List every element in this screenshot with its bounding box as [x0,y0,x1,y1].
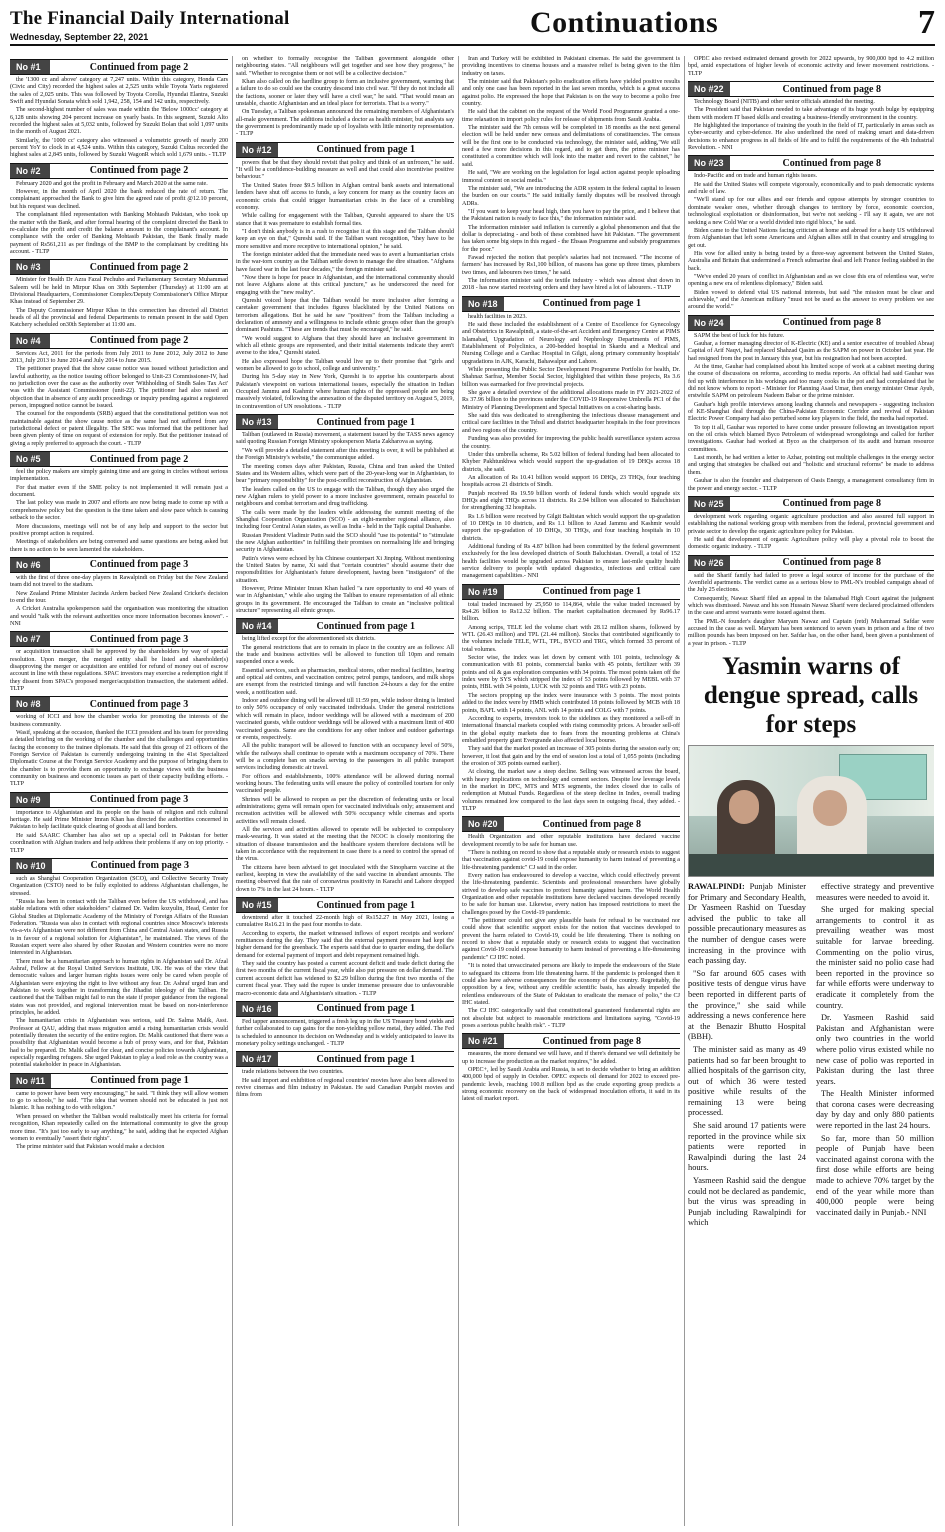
article-paragraph: On Tuesday, a Taliban spokesman announced the remaining members of Afghanistan's all-male government. The additions included a doctor as health minister, but analysts say the government is predominantly made up of loyalists with little minority representation. - TLTP [236,109,454,138]
article-paragraph: The President said that Pakistan needed to take advantage of its huge youth bulge by equipping them with modern IT based skills and creating a business-friendly environment in the country. [688,107,934,121]
article-paragraph: Wasif, speaking at the occasion, thanked the ICCI president and his team for providing a detailed briefing on the working of the chamber and the challenges and opportunities facing the economy to the trainee diplomats. He said that this group of 21 officers of the Foreign Service of Pakistan is currently undergoing training in the 41st Specialized Diplomatic Course at the Foreign Service Academy and the purpose of bringing them to the chamber is to provide them an opportunity to exchange views with the business community on business and economic issues as part of their capacity building efforts. - TLTP [10,730,228,788]
continuation-tag [236,142,454,158]
article-number: No #14 [236,619,278,633]
continued-from-label: Continued from page 3 [89,633,189,645]
continued-from-label: Continued from page 2 [89,335,189,347]
continuation-tag [688,81,934,97]
feature-body [688,882,934,1231]
article-paragraph: He said the United States will compete vigorously, economically and to push democratic systems and rule of law. [688,181,934,196]
column-rule [232,56,233,1526]
article-paragraph: Khan also called on the hardline group to form an inclusive government, warning that a failure to do so could see the country descend into civil war. "If they do not include all the factions, sooner or later they will have a civil war," he said. "That would mean an unstable, chaotic Afghanistan and an ideal place for terrorists. That is a worry." [236,79,454,108]
article-paragraph: The complainant filed representation with Banking Mohtasib Pakistan, who took up the matter with the Bank, and after formal hearing of the complaint directed the Bank to re-calculate the profit and credit the balance amount to the complainant's account. In compliance with the order of Banking Mohtasib Pakistan, the Bank finally made payment of Rs561,211 as per findings of the BMP to the complainant by crediting his account. - TLTP [10,212,228,255]
article-paragraph: The counsel for the respondents (SRB) argued that the constitutional petition was not maintainable against the show cause notice as the same had not suffered from any jurisdictional defect or patent illegality. The SHC was informed that the petitioner had been given plenty of time on request of extension for reply. But the petitioner instead of giving a reply preferred to approach the court. - TLTP [10,411,228,447]
article-number: No #19 [462,585,504,599]
article-paragraph: There must be a humanitarian approach to human rights in Afghanistan said Dr. Afzal Ashraf, Fellow at the Royal United Services Institute, UK. He was of the view that democratic values and larger human rights issues were only be cared when people of Afghanistan were enjoying the right to live without any fear. Dr. Ashraf urged Iran and Pakistan to work together in transforming the Jihadist ideology of the Taliban. He cautioned that the Taliban might fail to run the state if proper guidance from the regional states was not provided, and regional intervention must be based on non-interference principles, he added. [10,958,228,1017]
continued-article [10,163,228,256]
article-paragraph: Minister for Health Dr Azra Fazal Pechuho and Parliamentary Secretary Muhammad Saleem will be held in Mirpur Khas on 30th September (Thursday) at 11:00 am at Divisional Headquarters, Commissioner Complex/Deputy Commissioner's Office Mirpur Khas instead of September 29. [10,277,228,306]
continued-article [462,1033,680,1103]
article-paragraph: said the Sharif family had failed to prove a legal source of income for the purchase of the Avenfield apartments. The verdict came as a serious blow to PML-N's troubled campaign ahead of the July 25 elections. [688,572,934,594]
article-paragraph: The citizens have been advised to get inoculated with the Sinopharm vaccine at the earliest, keeping in view the availability of the said vaccine in abundant amounts. The meeting observed that the rate of coronavirus positivity in Karachi and Lahore dropped down to 7% in the last 24 hours. - TLTP [236,864,454,893]
article-paragraph: importance to Afghanistan and its people on the basis of religion and rich cultural heritage. He said Prime Minister Imran Khan has directed the authorities concerned in Pakistan to help facilitate quick clearing of goods at all land borders. [10,809,228,831]
article-paragraph: working of ICCI and how the chamber works for promoting the interests of the business community. [10,714,228,728]
article-paragraph: Biden vowed to defend vital US national interests, but said "the mission must be clear and achievable," and the American military "must not be used as the answer to every problem we see around the world." [688,289,934,311]
continuation-tag [10,557,228,573]
column-rule [684,56,685,1526]
article-paragraph: The minister said, "We are introducing the ADR system in the federal capital to lessen the burden on our courts." He said initially family disputes will be resolved through ADRs. [462,185,680,207]
continued-from-label: Continued from page 8 [782,83,881,95]
article-paragraph: powers that be that they should revisit that policy and think of an unfrozen," he said. "It will be a confidence-building measure as well and that could also incentivise positive behaviour." [236,159,454,181]
article-paragraph: "We've ended 20 years of conflict in Afghanistan and as we close this era of relentless war, we're opening a new era of relentless diplomacy," Biden said. [688,273,934,288]
continued-article [688,81,934,152]
article-paragraph: Consequently, Nawaz Sharif filed an appeal in the Islamabad High Court against the judgment which was dismissed. Nawaz and his son Hussain Nawaz Sharif were declared proclaimed offenders in the case and arrest warrants were issued against them. [688,595,934,617]
feature-paragraph: "So far around 605 cases with positive tests of dengue virus have been reported in different parts of the province," she said while addressing a news conference here at the Benazir Bhutto Hospital (BBH). [688,968,806,1042]
column-4-articles [688,56,934,648]
article-paragraph: Biden came to the United Nations facing criticism at home and abroad for a hasty US withdrawal from Afghanistan that left some Americans and Afghan allies still in that country and struggling to get out. [688,227,934,249]
article-paragraph: All the public transport will be allowed to function with an occupancy level of 50%, while the railways shall continue to operate with a maximum occupancy of 70%. There will be a complete ban on snacks serving to the passengers in all public transport services including domestic air travel. [236,743,454,772]
article-number: No #25 [688,497,730,511]
photo-face-right [813,790,847,826]
article-paragraph: New Zealand Prime Minister Jacinda Ardern backed New Zealand Cricket's decision to end the tour. [10,590,228,604]
article-paragraph: He said that development of organic Agriculture policy will play a pivotal role to boost the domestic organic industry. - TLTP [688,536,934,551]
continued-from-label: Continued from page 1 [542,586,641,598]
article-paragraph: Similarly, the '1000 cc' category also witnessed a volumetric growth of nearly 200 percent YoY to clock in at 4,524 units. Within this category, Suzuki Cultus recorded the highest sales at 2,845 units, followed by Suzuki WagonR which sold 1,679 units. - TLTP [10,137,228,159]
article-paragraph: The United States froze $9.5 billion in Afghan central bank assets and international lenders have shut off access to funds, a key concern for many as the country faces an economic crisis that could trigger humanitarian crisis in the face of a crumbling economy. [236,182,454,211]
continued-article [236,1051,454,1099]
article-paragraph: trade relations between the two countries. [242,1069,344,1076]
article-paragraph: He said, "We are working on the legislation for legal action against people uploading immoral content on social media." [462,170,680,184]
article-paragraph: Under this umbrella scheme, Rs 5.02 billion of federal funding had been allocated to Khyber Pakhtunkhwa which would support the up-gradation of 19 DHQs across 18 districts, she said. [462,451,680,473]
article-paragraph: Gauhar is also the founder and chairperson of Oasis Energy, a management consultancy firm in the power and energy sector. - TLTP [688,478,934,492]
continuation-tag [10,163,228,179]
continuation-tag [462,296,680,312]
masthead [10,4,935,46]
article-paragraph: During his 5-day stay in New York, Qureshi is to apprise his counterparts about Pakistan's viewpoint on various international issues, especially the situation in Indian Occupied Jammu and Kashmir where human rights of the oppressed people are being massively violated, following the annexation of the disputed territory on August 5, 2019, in contravention of UN resolutions. - TLTP [236,374,454,410]
article-paragraph: Services Act, 2011 for the periods from July 2011 to June 2012, July 2012 to June 2013, July 2013 to June 2014 and July 2014 to June 2015. [10,350,228,364]
article-paragraph: The minister said the 7th census will be completed in 18 months as the next general election will be held under new census and delimitations of constituencies. The census will be the first one to be conducted via technology, the minister said, adding,"We still need a few more decisions in this regard, and to get them, the prime minister has constituted a committee which will look into the matter and revert to the cabinet," he said. [462,125,680,168]
continuation-tag [10,631,228,647]
news-conference-photo [688,745,934,877]
feature-column-left [688,882,806,1231]
article-paragraph: The last policy was made in 2007 and efforts are now being made to come up with a comprehensive policy but the question is the time taken and slow pace which is causing setback to the sector. [10,500,228,522]
article-paragraph: Technology Board (NITB) and other senior officials attended the meeting. [694,99,875,106]
feature-paragraph: effective strategy and preventive measures were needed to avoid it. [816,882,934,902]
column-1 [10,56,228,1526]
continued-article [10,696,228,788]
continuation-tag [10,792,228,808]
article-paragraph: The prime minister said that Pakistan would make a decision [16,1144,165,1151]
article-number: No #26 [688,556,730,570]
column-rule [458,56,459,1526]
column-4 [688,56,934,1526]
article-paragraph: Fed tapper announcement, triggered a fresh leg up in the US Treasury bond yields and further collaborated to cap gains for the non-yielding yellow metal, they added. The Fed is scheduled to announce its decision on Wednesday and is widely anticipated to leave its monetary policy settings unchanged. - TLTP [236,1018,454,1047]
continuation-tag [688,555,934,571]
continued-from-label: Continued from page 2 [89,453,189,465]
article-paragraph: Last month, he had written a letter to Azhar, pointing out multiple challenges in the energy sector and urging that strategies be chalked out and "holistic and structural reforms" be made to address them. [688,455,934,476]
continuation-tag [462,816,680,832]
article-number: No #2 [10,164,50,178]
continuation-tag [236,1051,454,1067]
article-number: No #20 [462,817,504,831]
continued-article [236,897,454,998]
article-paragraph: Every nation has endeavoured to develop a vaccine, which could effectively prevent the life-threatening pandemic. Scientists and professional researchers have globally strived to develop safe vaccines to protect humanity against harm. The World Health Organization and other reputable institutions have declared vaccines developed recently to be safe for human use. Likewise, every nation has imposed restrictions to meet the challenges posed by the Covid-19 pandemic. [462,873,680,916]
feature-paragraph: The minister said as many as 49 patients had so far been brought to allied hospitals of the garrison city, out of which 36 were tested positive while results of the remaining 13 were being processed. [688,1044,806,1118]
article-paragraph: He said import and exhibition of regional countries' movies have also been allowed to revive cinemas and film industry in Pakistan. He said Canadian Punjabi movies and films from [236,1077,454,1099]
article-paragraph: He said that the cabinet on the request of the World Food Programme granted a one-time relaxation in import policy rules for release of shipments from Saudi Arabia. [462,109,680,123]
article-paragraph: SAPM the best of luck for his future. [694,332,785,339]
article-paragraph: such as Shanghai Cooperation Organization (SCO), and Collective Security Treaty Organization (CSTO) need to be fully exploited to address Afghanistan challenges, he stressed. [10,875,228,897]
continued-article [10,1073,228,1152]
continued-article [236,618,454,894]
article-paragraph: Health Organization and other reputable institutions have declared vaccine development recently to be safe for human use. [462,834,680,848]
continued-article [236,1001,454,1048]
continuation-tag [236,1001,454,1017]
article-paragraph: The meeting comes days after Pakistan, Russia, China and Iran asked the United States and its Western allies, which were part of the 20-year-long war in Afghanistan, to bear "primary responsibility" for the post-conflict reconstruction of Afghanistan. [236,463,454,485]
continued-article [10,259,228,329]
continued-from-label: Continued from page 2 [89,61,189,73]
continued-article [688,155,934,311]
dateline: RAWALPINDI: [688,882,745,891]
feature-paragraph: Yasmeen Rashid said the dengue could not be declared as pandemic, but the virus was spreading in Punjab including Rawalpindi for which [688,1176,806,1228]
feature-story [688,652,934,1231]
article-paragraph: Gauhar's high profile interviews among leading channels and newspapers - suggesting inclusion of KE-Shanghai deal through the China-Pakistan Economic Corridor and revival of Pakistan Electric Power Company had also perturbed some key players in the field, the media had reported. [688,401,934,423]
article-paragraph: According to experts, investors took to the sidelines as they monitored a sell-off in international financial markets coupled with rising commodity prices. A broader sell-off in the global equity markets due to fears from the mounting problems at China's embattled property giant Evergrande also affected local bourse. [462,715,680,744]
article-paragraph: At closing, the market saw a steep decline. Selling was witnessed across the board, with heavy implications on technology and cement sectors. Despite low leverage levels in the market in DFC, MTS and MTS segments, the index closed due to calls of redemption at Mutual Funds. Regardless of the steep decline in Index, overall trading volumes remained low compared to the last days seen in outgoing fiscal, they added. - TLTP [462,769,680,812]
article-number: No #12 [236,143,278,157]
column-3 [462,56,680,1526]
article-paragraph: He said these included the establishment of a Centre of Excellence for Gynecology and Obstetrics in Rawalpindi, a state-of-the-art Accident and Emergency Centre at PIMS Islamabad, Upgradation of Neurology and Nephrology Departments of PIMS, Establishment of Polyclinics, a 200-bedded hospital in Skardu and a Medical and Nursing College and a Cardiac Hospital in Gilgit, along primary community hospitals' upgradations in AJK, Karachi, Bahawalpur and Lahore. [462,322,680,365]
article-number: No #7 [10,632,50,646]
article-paragraph: The second-highest number of sales was made within the 'Below 1000cc' category at 6,128 units showing 204 percent increase on yearly basis. In this segment, Suzuki Alto recorded the highest sales at 5,032 units, followed by Suzuki Bolan that sold 1,097 units in the month of August 2021. [10,107,228,136]
article-paragraph: the '1300 cc and above' category at 7,247 units. Within this category, Honda Cars (Civic and City) recorded the highest sales at 2,525 units while Toyota Yaris registered the sales of 2,025 units. This was followed by Toyota Corolla, Hyundai Elantra, Suzuki Swift and Hyundai Sonata which sold 1,942, 258, 154 and 142 units, respectively. [10,77,228,106]
article-paragraph: According to experts, the market witnessed inflows of export receipts and workers' remittances during the day. They said that the external payment pressure had kept the higher demand for the greenback. The experts said that due to quarter ending, the dollar's demand for external payment of import and debt repayment remained high. [236,930,454,959]
continuation-tag [462,584,680,600]
continued-from-label: Continued from page 3 [89,559,189,571]
continued-article [10,858,228,1070]
article-paragraph: He said SAARC Chamber has also set up a special cell in Pakistan for better coordination with Afghan traders and help address their problems if any on top priority. - TLTP [10,832,228,854]
article-paragraph: development work regarding organic agriculture production and also assured full support in establishing the national working group with members from the federal, provincial government and private sector to develop the organic agriculture policy for Pakistan. [688,513,934,535]
article-paragraph: They said that the market posted an increase of 305 points during the session early on; however, it lost that gain and by the end of session lost a total of 1,055 points (including the erosion of 305 points earned earlier). [462,746,680,767]
article-number: No #11 [10,1074,51,1088]
continued-from-label: Continued from page 8 [782,157,881,169]
continued-article [462,584,680,814]
continued-from-label: Continued from page 2 [89,165,189,177]
continued-article [236,414,454,615]
article-paragraph: "We will provide a detailed statement after this meeting is over, it will be published at the Foreign Ministry's website," the communique added. [236,447,454,462]
article-paragraph: The foreign minister added that the immediate need was to avert a humanitarian crisis in the war-torn country as the Taliban settle down to manage the dire situation. "Afghans have faced war in the last four decades," the foreign minister said. [236,251,454,273]
article-paragraph: While calling for engagement with the Taliban, Qureshi appeared to share the US stance that it was premature to establish formal ties. [236,213,454,227]
continuation-tag [10,59,228,75]
article-paragraph: The leaders called on the US to engage with the Taliban, though they also urged the new Afghan rulers to yield power to a more inclusive government, remain peaceful to neighbours and combat terrorism and drug trafficking. [236,486,454,508]
article-paragraph: or acquisition transaction shall be approved by the shareholders by way of special resolution. Upon merger, the merged entity shall be listed and shareholder(s) disapproving the merger or acquisition are entitled for refund of money out of escrow account in line with these regulations. SPAC investors may exercise a redemption right if they dissent from SPAC's proposed merger/acquisition transaction, the statement added. TLTP [10,649,228,692]
article-paragraph: For that matter even if the SME policy is not implemented it will remain just a document. [10,484,228,499]
issue-date: Wednesday, September 22, 2021 [10,32,149,42]
continuation-tag [236,897,454,913]
continued-from-label: Continued from page 1 [316,416,415,428]
article-paragraph: Qureshi voiced hope that the Taliban would be more inclusive after forming a caretaker government that includes figures blacklisted by the United Nations on terrorism allegations. But he said he saw "positives" from the Taliban including a declaration of amnesty and a willingness to include ethnic groups other than the group's dominant Pashtuns. "These are trends that must be encouraged," he said. [236,297,454,334]
article-number: No #15 [236,898,278,912]
continuation-tag [688,155,934,171]
article-paragraph: They said the country has posted a current account deficit and trade deficit during the first two months of the current fiscal year, while also put pressure on dollar demand. The current account deficit has widened to $2.29 billion during the first two months of the current fiscal year. They said the rupee is under immense pressure due to unfavourable macro-economic data and Afghanistan's situation. - TLTP [236,961,454,997]
continued-from-label: Continued from page 3 [89,794,189,806]
article-paragraph: Iran and Turkey will be exhibited in Pakistani cinemas. He said the government is providing incentives to cinema houses and a massive relief is being given to the film industry on taxes. [462,56,680,77]
article-paragraph: However, Prime Minister Imran Khan hailed "a rare opportunity to end 40 years of war in Afghanistan," while also urging the Taliban to ensure representation of all ethnic groups in its government. He encouraged the Taliban to create an "inclusive political structure" representing all ethnic groups. [236,586,454,615]
article-number: No #23 [688,156,730,170]
article-paragraph: The sectors propping up the index were insurance with 3 points. The most points added to the index were by HMB which contributed 18 points followed by MCB with 18 points, BAFL with 14 points, ANL with 14 points and COLG with 7 points. [462,692,680,714]
article-paragraph: The PML-N founder's daughter Maryam Nawaz and Captain (retd) Muhammad Safdar were accused in the case as well. Maryam has been sentenced to seven years in prison and a fine of two million pounds has been imposed on her. Safdar has, on the other hand, been given a punishment of a year in prison. - TLTP [688,618,934,647]
article-paragraph: "We would suggest to Afghans that they should have an inclusive government in which all ethnic groups are represented, and their initial statements indicate they aren't averse to the idea," Qureshi stated. [236,335,454,357]
article-paragraph: OPEC also revised estimated demand growth for 2022 upwards, by 900,000 bpd to 4.2 million bpd, amid expectations of higher levels of economic activity and fewer movement restrictions. - TLTP [688,56,934,77]
article-paragraph: "Now there is hope for peace in Afghanistan, and the international community should not leave Afghans alone at this critical juncture," as he underscored the need for engaging with the "new reality". [236,274,454,296]
article-number: No #22 [688,82,730,96]
continued-article [688,315,934,493]
article-paragraph: Among scrips, TELE led the volume chart with 28.12 million shares, followed by WTL (26.43 million) and TPL (21.44 million). Stocks that contributed significantly to the volumes include TELE, WTL, TPL, BYCO and TRG, which formed 33 percent of total volumes. [462,624,680,653]
continued-article [236,142,454,411]
article-paragraph: came to power have been very encouraging," he said. "I think they will allow women to go to schools," he said. "The idea that women should not be educated is just not Islamic. It has nothing to do with religion." [10,1090,228,1112]
continued-article [462,56,680,293]
article-number: No #16 [236,1002,278,1016]
feature-paragraph: She said around 17 patients were reported in the province while six patients were reported in Rawalpindi during the last 24 hours. [688,1121,806,1173]
article-paragraph: "If you want to keep your head high, then you have to pay the price, and I believe that the Pakistani nation is ready to face this," the information minister said. [462,208,680,223]
continued-from-label: Continued from page 8 [782,317,881,329]
article-paragraph: February 2020 and got the profit in February and March 2020 at the same rate. [16,180,208,187]
continued-from-label: Continued from page 1 [90,1075,189,1087]
article-paragraph: Taliban (outlawed in Russia) movement, a statement issued by the TASS news agency said quoting Russian Foreign Ministry spokesperson Maria Zakharova as saying. [236,432,454,446]
feature-paragraph: So far, more than 50 million people of Punjab have been vaccinated against corona with the first dose while efforts are being made to achieve 70% target by the end of the year while more than 400,000 people were being vaccinated daily in Punjab.- NNI [816,1133,934,1217]
continuation-tag [10,451,228,467]
column-2 [236,56,454,1526]
continuation-tag [10,259,228,275]
continued-article [10,451,228,554]
feature-lead-text: Punjab Minister for Primary and Secondary Health, Dr Yasmeen Rashid on Tuesday advised the public to take all possible precautionary measures as the number of dengue cases were increasing in the province with each passing day. [688,882,806,966]
continuation-tag [236,618,454,634]
article-number: No #4 [10,334,50,348]
article-paragraph: total traded increased by 25,950 to 114,864, while the value traded increased by Rs4.26 billion to Rs12.32 billion. The market capitalisation decreased by Rs96.17 billion. [462,601,680,623]
article-paragraph: She said this was dedicated to strengthening the infectious disease management and critical care facilities in the Tehsil and district headquarter hospitals in the four provinces and two regions of the country. [462,413,680,434]
continued-article [462,296,680,581]
article-paragraph: Shrines will be allowed to reopen as per the discretion of federating units or local administrations; gyms will remain open for vaccinated individuals only; amusement and recreation activities will be allowed with 50% occupancy while cinemas and sports activities will remain closed. [236,796,454,825]
article-paragraph: An allocation of Rs 10.41 billion would support 16 DHQs, 23 THQs, four teaching hospitals across 21 districts of Sindh. [462,474,680,489]
article-paragraph: Gauhar, a former managing director of K-Electric (KE) and a senior executive of troubled Abraaj Capital of Arif Naqvi, had replaced Shahzad Qasim as the SAPM on power in October last year. He had resigned from the post in January this year, but his resignation had not been accepted. [688,340,934,362]
article-paragraph: measures, the more demand we will have, and if there's demand we will definitely be up to increase the production as the market requires," he added. [462,1051,680,1065]
continued-article [10,631,228,693]
article-paragraph: The calls were made by the leaders while addressing the summit meeting of the Shanghai Cooperation Organization (SCO) - an eight-member regional alliance, also including four Central Asian states, as well as India - held in the Tajik capital Dushanbe. [236,509,454,531]
article-paragraph: At the time, Gauhar had complained about his limited scope of work at a cabinet meeting during the course of discussions on reforms, according to media reports. An official had said Gauhar was fed up with interference in his workings and too many cooks in the pot and had complained that he did not know whom to report - Minister for Planning Asad Umar, then energy minister Omar Ayub, erstwhile SAPM on petroleum Nadeem Babar or the prime minister. [688,364,934,400]
article-paragraph: Indoor and outdoor dining will be allowed till 11:59 pm, while indoor dining is limited to only 50% occupancy of only vaccinated individuals. Under the general restrictions which will remain in place, indoor weddings will be allowed with a maximum of 200 vaccinated guests, while outdoor weddings will be allowed with a maximum limit of 400 vaccinated guests. Same are the conditions for any other indoor and outdoor gatherings or events, respectively. [236,698,454,741]
article-paragraph: "There is nothing on record to show that a reputable study or research exists to suggest that vaccination against covid-19 could expose humanity to harm instead of preventing a life-threatening pandemic" CJ said in the order. [462,850,680,871]
article-paragraph: downtrend after it touched 22-month high of Rs152.27 in May 2021, losing a cumulative Rs16.21 in the past four months to date. [236,915,454,929]
article-paragraph: "The petitioner could not give any plausible basis for refusal to be vaccinated nor could show that scientific support exists for the notion that vaccines developed to prevent the harm related to Covid-19, could be life threatening. There is nothing on record to show that a reputable study or research exists to suggest that vaccination against Covid-19 could expose humanity to harm instead of preventing a life-threatening pandemic" CJ IHC noted. [462,918,680,961]
continuation-tag [236,414,454,430]
article-number: No #10 [10,859,52,873]
article-paragraph: He also expressed hope the Taliban would live up to their promise that "girls and women be allowed to go to school, college and university." [236,358,454,373]
continued-from-label: Continued from page 1 [316,144,415,156]
article-paragraph: The general restrictions that are to remain in place in the country are as follows: All the trade and business activities will be allowed to function till 10pm and remain suspended once a week. [236,644,454,666]
continued-from-label: Continued from page 8 [542,818,641,830]
continued-from-label: Continued from page 1 [316,899,415,911]
continued-from-label: Continued from page 3 [90,860,189,872]
section-title: Continuations [530,6,719,39]
feature-headline: Yasmin warns of dengue spread, calls for steps [703,653,919,738]
feature-column-right [816,882,934,1231]
continued-article [688,555,934,648]
article-number: No #8 [10,697,50,711]
continued-from-label: Continued from page 3 [89,698,189,710]
article-paragraph: Punjab received Rs 19.59 billion worth of federal funds which would upgrade six DHQs and eight THQs across 11 districts. Rs 2.94 billion was allocated to Baluchistan for strengthening 32 hospitals. [462,490,680,512]
article-paragraph: "I don't think anybody is in a rush to recognise it at this stage and the Taliban should keep an eye on that," Qureshi said. If the Taliban want recognition, "they have to be more sensitive and more receptive to international opinion," he said. [236,228,454,250]
article-number: No #6 [10,558,50,572]
continued-from-label: Continued from page 1 [316,1003,415,1015]
article-number: No #3 [10,260,50,274]
article-paragraph: Fawad rejected the notion that people's salaries had not increased. "The income of farmers' has increased by Rs1,100 billion, of masons has gone up three times, plumbers two times, and labourers two times," he said. [462,254,680,276]
continued-article [10,792,228,855]
continued-from-label: Continued from page 8 [782,557,881,569]
article-paragraph: The CJ IHC categorically said that constitutional guaranteed fundamental rights are not absolute but subject to reasonable restrictions and limitations saying, "Covid-19 poses a serious public health risk". - TLTP [462,1008,680,1029]
article-paragraph: "We'll stand up for our allies and our friends and oppose attempts by stronger countries to dominate weaker ones, whether through changes to territory by force, economic coercion, technological exploitation or disinformation, but we're not seeking - I'll say it again, we are not seeking a new Cold War or a world divided into rigid blocs," he said. [688,197,934,226]
article-paragraph: More discussions, meetings will not be of any help and support to the sector but positive prompt action is required. [10,523,228,537]
article-paragraph: All the services and activities allowed to operate will be subjected to compulsory mask-wearing. It was stated at the meeting that the NCOC is closely monitoring the situation of disease transmission and the healthcare system therefore decisions will be taken in accordance with the requirement in case there is a need to control the spread of the virus. [236,826,454,863]
continued-from-label: Continued from page 1 [542,298,641,310]
article-number: No #9 [10,793,50,807]
article-paragraph: His vow for allied unity is being tested by a three-way agreement between the United States, Australia and Britain that undermined a French submarine deal and left France feeling stabbed in the back. [688,250,934,272]
paper-name: The Financial Daily International [10,8,290,29]
feature-paragraph [688,882,806,967]
article-paragraph: "Russia has been in contact with the Taliban even before the US withdrawal, and has stable relations with other stakeholders" claimed Dr. Vadim kozyulin, Head, Center for Global Studies at Diplomatic Academy of the Ministry of Foreign Affairs of the Russian Federation. "Russia was also in contact with regional countries since Moscow's interests vis-a-vis Afghanistan were not different from China and Central Asian states, and Russia is in favour of a regional solution for Afghanistan", he maintained. The views of the Russian expert were also shared by other Russian and Western countries were no more interested in Afghanistan. [10,898,228,957]
article-paragraph: Rs 1.6 billion were received by Gilgit Baltistan which would support the up-gradation of 10 DHQs in 10 districts, and Rs 1.1 billion to Azad Jammu and Kashmir would support the up-gradation of 10 DHQs, 30 THQs, and four teaching hospitals in 10 districts. [462,513,680,542]
continuation-tag [10,1073,228,1089]
continued-article [462,816,680,1030]
continued-article [10,333,228,448]
article-paragraph: Funding was also provided for improving the public health surveillance system across the country. [462,436,680,450]
article-paragraph: The petitioner prayed that the show cause notice was issued without jurisdiction and lawful authority, as the notice issuing officer belonged to Unit-23 Commissioner-IV, had no jurisdiction over the case as the authority over 'Withholding of Sindh Sales Tax Act' was with the Assistant Commissioner (unit-22). The petitioner had also raised an objection that in absence of any audit proceedings or inquiry pending against a registered person, impugned notice cannot be issued. [10,366,228,410]
article-paragraph: The Deputy Commissioner Mirpur Khas in this connection has directed all District heads of all the provincial and federal Departments to remain present in the said Open Katchery scheduled on30th September at 11:00 am. [10,307,228,329]
continued-from-label: Continued from page 1 [316,1053,415,1065]
article-paragraph: While presenting the Public Sector Development Programme Portfolio for health, Dr. Shahnaz Sarfraz, Member Social Sector, highlighted that within these projects, Rs 3.6 billion was earmarked for five provincial projects. [462,367,680,388]
feature-paragraph: Dr. Yasmeen Rashid said Pakistan and Afghanistan were only two countries in the world where polio virus existed while no new case of polio was reported in Pakistan during the last three years. [816,1013,934,1086]
continued-article [10,557,228,628]
continuation-tag [688,315,934,331]
article-paragraph: He highlighted the importance of training the youth in the field of IT, particularly in areas such as cyber-security and cyber-defence. He also underlined the need of making smart and data-driven decisions to enhance progress in all fields of life and to fulfil the requirements of the 4th Industrial Revolution. - NNI [688,123,934,152]
article-paragraph: The humanitarian crisis in Afghanistan was serious, said Dr. Salma Malik, Asst. Professor at QAU, adding that mass migration amid a rising humanitarian crisis would potentially threaten the security of the entire region. Dr. Malik cautioned that there was a possibility that Afghanistan would become a hub of proxy wars, and for that, Pakistan had to be prepared. Dr. Malik called for clear, and concise policies towards Afghanistan, especially regarding refugees. She urged Pakistan to play a lead role as the country was a potential stakeholder in peace in Afghanistan. [10,1018,228,1069]
article-paragraph: However, in the month of April 2020 the bank reduced the rate of return. The complainant approached the Bank to give him the agreed rate of profit @12.10 percent, but his request was declined. [10,189,228,210]
continued-from-label: Continued from page 8 [782,498,881,510]
article-paragraph: Sector wise, the index was let down by cement with 101 points, technology & communication with 81 points, commercial banks with 45 points, fertilizer with 39 points and oil & gas exploration companies with 34 points. The most points taken off the index were by SYS which stripped the index of 53 points followed by MEBL with 37 points, HBL with 34 points, LUCK with 32 points and TRG with 23 points. [462,655,680,691]
article-number: No #5 [10,452,50,466]
article-paragraph: Essential services, such as pharmacies, medical stores, other medical facilities, hearing and optical aid centres, and vaccination centres; petrol pumps, tandoors, and milk shops are exempt from the restricted timings and will function 24-hours a day for the entire week, a notification said. [236,667,454,696]
article-number: No #24 [688,316,730,330]
article-paragraph: Putin's views were echoed by his Chinese counterpart Xi Jinping. Without mentioning the United States by name, Xi said that "certain countries" should assume their due responsibilities for Afghanistan's future development, having been "instigators" of the situation. [236,555,454,584]
article-number: No #13 [236,415,278,429]
article-paragraph: She gave a detailed overview of the additional allocations made in FY 2021-2022 of Rs 37.96 billion to the provinces under the COVID-19 Responsive Umbrella PC1 of the Ministry of Planning Development and Special Initiatives on a cost-sharing basis. [462,390,680,411]
article-paragraph: To top it all, Gauhar was reported to have come under pressure following an investigation report on the oil crisis which blamed Byco Petroleum of widespread wrongdoings and called for further investigations. Gauhar had worked at Byco as the chairperson of its audit and human resource committees. [688,424,934,453]
article-paragraph: health facilities in 2023. [468,313,527,320]
continued-article [10,59,228,160]
article-paragraph: feel the policy makers are simply gaining time and are going in circles without serious implementation. [10,469,228,483]
continued-from-label: Continued from page 8 [542,1035,641,1047]
photo-face-left [729,790,759,824]
article-paragraph: For offices and establishments, 100% attendance will be allowed during normal working hours. The federating units will ensure the policy of controlled tourism for only vaccinated people. [236,773,454,795]
article-paragraph: on whether to formally recognise the Taliban government alongside other neighbouring states. "All neighbours will get together and see how they progress," he said. "Whether to recognise them or not will be a collective decision." [236,56,454,77]
continuation-tag [462,1033,680,1049]
article-number: No #17 [236,1052,278,1066]
article-number: No #18 [462,297,504,311]
continuation-tag [10,696,228,712]
continued-article [236,56,454,139]
article-paragraph: "It is noted that unvaccinated persons are likely to impede the endeavours of the State to safeguard its citizens from life threatening harm. If the pandemic is prolonged then it could also have adverse consequences for the economy of the country. Regrettably, the opposition by a few, without any credible scientific basis, has already impeded the relentless endeavours of the State of Pakistan to eradicate the menace of polio," the CJ IHC stated. [462,963,680,1006]
article-number: No #21 [462,1034,504,1048]
page-number: 7 [918,4,935,41]
feature-paragraph: She urged for making special arrangements to control it as prevailing weather was most suitable for larvae breeding. Commenting on the polio virus, the minister said no polio case had been reported in the province so far while efforts were underway to eradicate it completely from the country. [816,905,934,1010]
article-paragraph: Additional funding of Rs 4.87 billion had been committed by the federal government exclusively for the less developed districts of South Baluchistan. Overall, a total of 152 health facilities would be upgraded across Pakistan to ensure last-mile quality health service delivery to people with updated diagnostics, infectious and critical care management capabilities.- NNI [462,543,680,580]
article-paragraph: The information minister said the textile industry - which was almost shut down in 2018 - has now started receiving orders and they have hired a lot of labourers. - TLTP [462,277,680,292]
article-paragraph: OPEC+, led by Saudi Arabia and Russia, is set to decide whether to bring an addition 400,000 bpd of supply in October. OPEC expects oil demand for 2022 to exceed pre-pandemic levels, reaching 100.8 million bpd as the crude exporting group predicts a strong economic recovery on the back of widespread inoculation efforts, it said in its latest oil market report. [462,1066,680,1103]
continued-from-label: Continued from page 2 [89,261,189,273]
continued-from-label: Continued from page 1 [316,620,415,632]
article-paragraph: A Cricket Australia spokesperson said the organisation was monitoring the situation and would "talk with the relevant authorities once more information becomes known". - NNI [10,606,228,627]
article-paragraph: Russian President Vladimir Putin said the SCO should "use its potential" to "stimulate the new Afghan authorities" in fulfilling their promises on normalising life and bringing security in Afghanistan. [236,532,454,554]
photo-table [689,854,934,876]
article-paragraph: with the first of three one-day players in Rawalpindi on Friday but the New Zealand team did not travel to the stadium. [10,574,228,589]
continued-article [688,56,934,78]
article-paragraph: being lifted except for the aforementioned six districts. [242,636,376,643]
article-paragraph: Meetings of stakeholders are being convened and same questions are being asked but there is no action to be seen lamented the stakeholders. [10,539,228,553]
continuation-tag [688,496,934,512]
continuation-tag [10,858,228,874]
article-paragraph: Indo-Pacific and on trade and human rights issues. [694,173,818,180]
article-number: No #1 [10,60,50,74]
article-paragraph: When pressed on whether the Taliban would realistically meet his criteria for formal recognition, Khan repeatedly called on the international community to give the group more time. "It's just too early to say anything," he said, adding that he expected Afghan women to eventually "assert their rights". [10,1113,228,1142]
article-paragraph: The information minister said inflation is currently a global phenomenon and that the dollar is depreciating - and both of these combined have hit Pakistan. "The government has taken some big steps in this regard - the Ehsaas Programme and subsidy programmes for the poor." [462,224,680,253]
feature-paragraph: The Health Minister informed that corona cases were decreasing day by day and only 880 patients were reported in the last 24 hours. [816,1089,934,1131]
continuation-tag [10,333,228,349]
continued-article [688,496,934,552]
article-paragraph: The minister said that Pakistan's polio eradication efforts have yielded positive results and only one case has been reported in the last seven months, which is a great success against polio. He expressed the hope that Pakistan is on the way to become a polio free country. [462,79,680,108]
